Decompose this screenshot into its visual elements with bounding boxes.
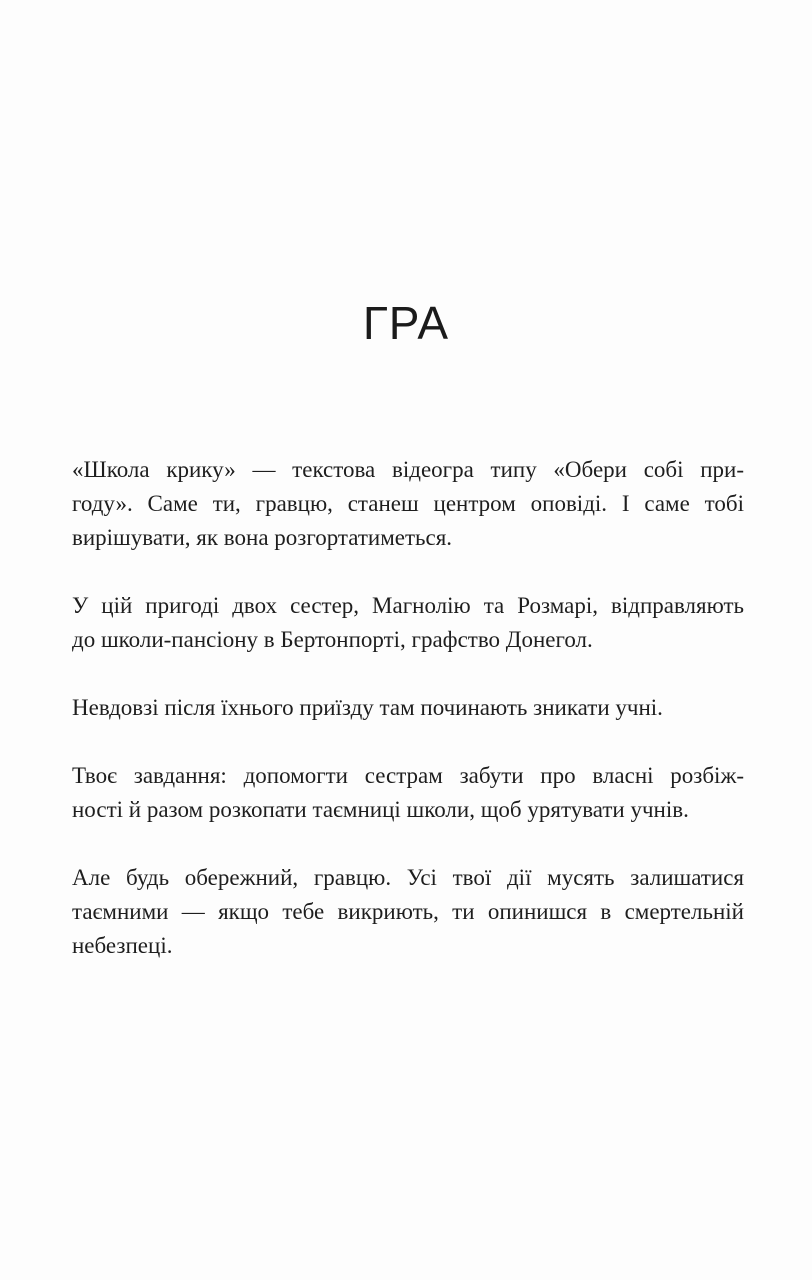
paragraph-1 [72,453,744,555]
text-line: вирішувати, як вона розгортатиметься. [72,525,453,550]
text-line: Але будь обережний, гравцю. Усі твої дії мусять залишатися [72,865,744,890]
text-line: таємними — якщо тебе викриють, ти опинишся в смертельній [72,899,744,924]
text-line: Невдовзі після їхнього приїзду там починають зникати учні. [72,695,663,720]
text-line: небезпеці. [72,933,173,958]
text-line: до школи-пансіону в Бертонпорті, графство Донегол. [72,627,593,652]
page-title: ГРА [362,297,450,349]
text-line: году». Саме ти, гравцю, станеш центром оповіді. І саме тобі [72,491,744,516]
text-line: Твоє завдання: допомогти сестрам забути про власні розбіж- [72,763,744,788]
text-line: У цій пригоді двох сестер, Магнолію та Розмарі, відправляють [72,593,744,618]
body-text [72,453,744,963]
text-line: ності й разом розкопати таємниці школи, щоб урятувати учнів. [72,797,689,822]
paragraph-2 [72,589,744,657]
paragraph-3 [72,691,744,725]
text-line: «Школа крику» — текстова відеогра типу «Обери собі при- [72,457,744,482]
paragraph-4 [72,759,744,827]
paragraph-5 [72,861,744,963]
